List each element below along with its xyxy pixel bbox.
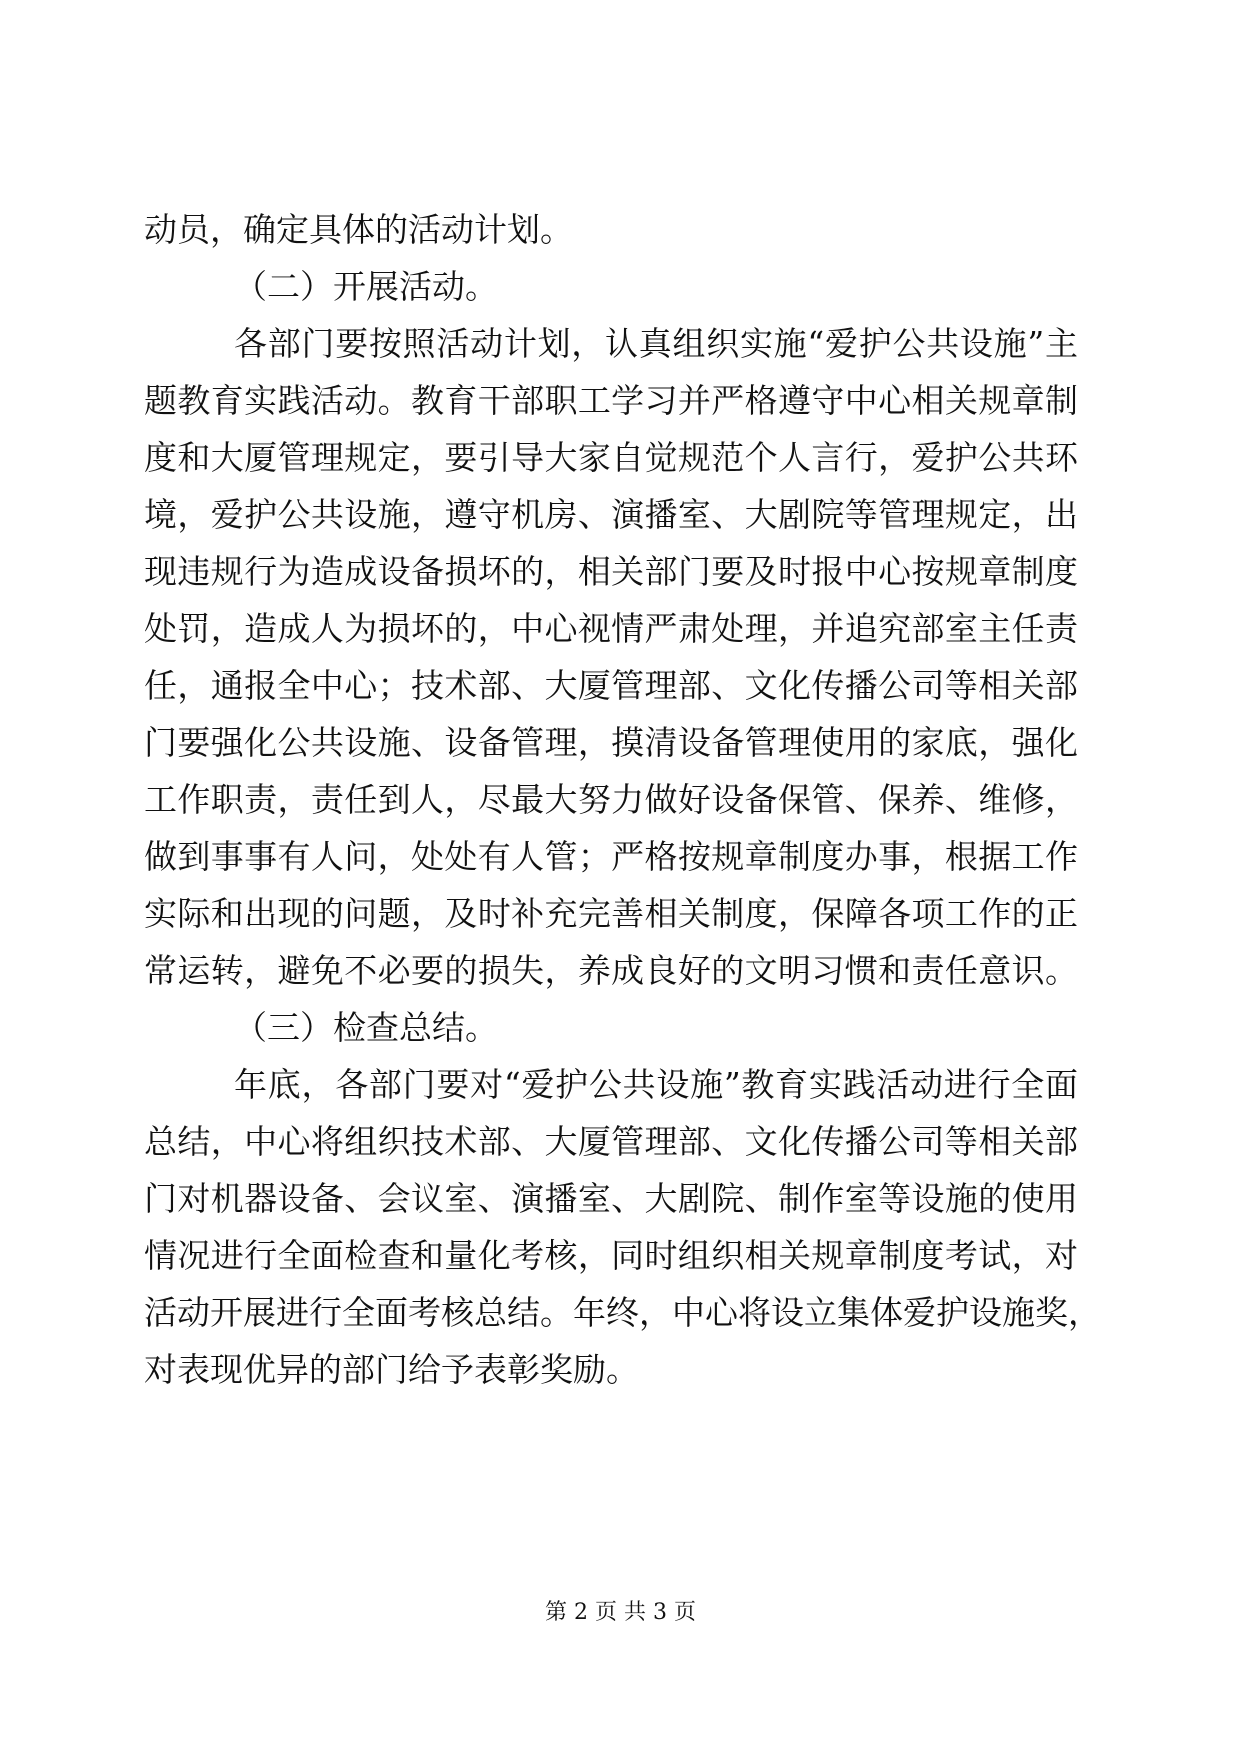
paragraph-line: 境，爱护公共设施，遵守机房、演播室、大剧院等管理规定，出 <box>144 495 1078 534</box>
paragraph-line: 对表现优异的部门给予表彰奖励。 <box>144 1350 639 1389</box>
paragraph-line: 活动开展进行全面考核总结。年终，中心将设立集体爱护设施奖， <box>144 1293 1101 1332</box>
paragraph-line: 做到事事有人问，处处有人管；严格按规章制度办事，根据工作 <box>144 837 1078 876</box>
page-number-footer: 第 2 页 共 3 页 <box>545 1600 696 1625</box>
paragraph-line: 门要强化公共设施、设备管理，摸清设备管理使用的家底，强化 <box>144 723 1078 762</box>
section-heading-two: （二）开展活动。 <box>234 267 498 306</box>
paragraph-line: 实际和出现的问题，及时补充完善相关制度，保障各项工作的正 <box>144 894 1078 933</box>
paragraph-line: 处罚，造成人为损坏的，中心视情严肃处理，并追究部室主任责 <box>144 609 1078 648</box>
paragraph-line: 门对机器设备、会议室、演播室、大剧院、制作室等设施的使用 <box>144 1179 1078 1218</box>
paragraph-line: 总结，中心将组织技术部、大厦管理部、文化传播公司等相关部 <box>144 1122 1078 1161</box>
section-heading-three: （三）检查总结。 <box>234 1008 498 1047</box>
paragraph-line: 常运转，避免不必要的损失，养成良好的文明习惯和责任意识。 <box>144 951 1078 990</box>
paragraph-continuation-line: 动员，确定具体的活动计划。 <box>144 210 573 249</box>
paragraph-line: 工作职责，责任到人，尽最大努力做好设备保管、保养、维修， <box>144 780 1078 819</box>
paragraph-line: 任，通报全中心；技术部、大厦管理部、文化传播公司等相关部 <box>144 666 1078 705</box>
paragraph-line: 度和大厦管理规定，要引导大家自觉规范个人言行，爱护公共环 <box>144 438 1078 477</box>
paragraph-line: 情况进行全面检查和量化考核，同时组织相关规章制度考试，对 <box>144 1236 1078 1275</box>
paragraph-line: 题教育实践活动。教育干部职工学习并严格遵守中心相关规章制 <box>144 381 1078 420</box>
paragraph-line: 年底，各部门要对“爱护公共设施”教育实践活动进行全面 <box>234 1065 1078 1104</box>
paragraph-line: 现违规行为造成设备损坏的，相关部门要及时报中心按规章制度 <box>144 552 1078 591</box>
paragraph-line: 各部门要按照活动计划，认真组织实施“爱护公共设施”主 <box>234 324 1078 363</box>
